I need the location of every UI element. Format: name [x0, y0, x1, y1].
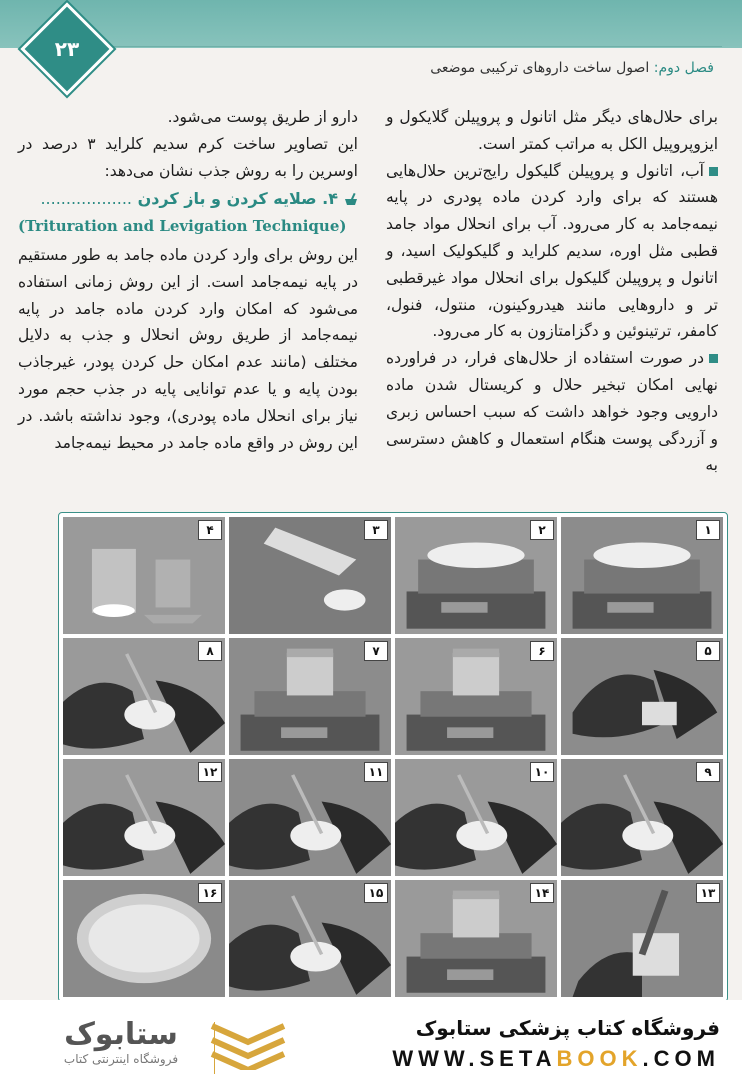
header-band: [0, 0, 742, 48]
paragraph: این روش برای وارد کردن ماده جامد به طور مستقیم در پایه نیمه‌جامد است. از این روش زمانی استفاده می‌شود که امکان وارد کردن ماده جامد در پایه نیمه‌جامد از طریق روش انحلال و جذب به دلایل مختلف (مانند عدم امکان حل کردن پودر، غیرجاذب بودن پایه و یا عدم توانایی پایه در جذب حجم مورد نیاز برای انحلال ماده پودری)، وجود نداشته باشد. در این روش در واقع ماده جامد در محیط نیمه‌جامد: [18, 245, 358, 452]
photo-number-label: ۹: [696, 762, 720, 782]
logo-brand: ستابوک: [64, 1017, 178, 1052]
mortar-pestle-icon: [344, 193, 358, 207]
page-number: ۲۳: [54, 37, 80, 61]
photo-number-label: ۵: [696, 641, 720, 661]
bullet-square-icon: [709, 167, 718, 176]
photo-number-label: ۱۰: [530, 762, 554, 782]
procedure-photo: [63, 638, 225, 755]
procedure-photo: [229, 880, 391, 997]
procedure-photo: [229, 759, 391, 876]
setabook-logo: [28, 1018, 288, 1076]
photo-number-label: ۲: [530, 520, 554, 540]
procedure-photo: [63, 517, 225, 634]
chapter-title: اصول ساخت داروهای ترکیبی موضعی: [430, 60, 654, 76]
left-column: [18, 104, 358, 456]
logo-tagline: فروشگاه اینترنتی کتاب: [63, 1052, 179, 1066]
photo-number-label: ۳: [364, 520, 388, 540]
procedure-photo: [229, 638, 391, 755]
logo-divider: [214, 1022, 215, 1074]
paragraph: دارو از طریق پوست می‌شود.: [167, 108, 358, 126]
logo-text: [36, 1018, 206, 1066]
procedure-photo: [395, 880, 557, 997]
store-name: فروشگاه کتاب پزشکی ستابوک: [415, 1016, 720, 1040]
paragraph: این تصاویر ساخت کرم سدیم کلراید ۳ درصد در اوسرین را به روش جذب نشان می‌دهد:: [18, 134, 358, 180]
photo-number-label: ۱۳: [696, 883, 720, 903]
photo-number-label: ۱۶: [198, 883, 222, 903]
right-column: [386, 104, 718, 479]
procedure-photo: [561, 759, 723, 876]
photo-number-label: ۱۲: [198, 762, 222, 782]
photo-number-label: ۷: [364, 641, 388, 661]
section-heading-english: (Trituration and Levigation Technique): [18, 217, 347, 236]
photo-number-label: ۶: [530, 641, 554, 661]
procedure-photo: [229, 517, 391, 634]
photo-number-label: ۴: [198, 520, 222, 540]
store-url[interactable]: WWW.SETABOOK.COM: [392, 1046, 720, 1071]
section-heading: ۴. صلایه کردن و باز کردن ..................: [18, 186, 358, 213]
photo-number-label: ۱: [696, 520, 720, 540]
procedure-photo: [395, 517, 557, 634]
header-rule: [40, 46, 722, 47]
photo-number-label: ۱۵: [364, 883, 388, 903]
bullet-square-icon: [709, 354, 718, 363]
photo-number-label: ۸: [198, 641, 222, 661]
procedure-photo-grid: [58, 512, 728, 1000]
chevron-stack-icon: [208, 1020, 288, 1070]
procedure-photo: [63, 880, 225, 997]
footer-banner: [0, 1000, 742, 1080]
chapter-label: فصل دوم:: [653, 60, 714, 76]
paragraph: آب، اتانول و پروپیلن گلیکول رایج‌ترین حلال‌هایی هستند که برای وارد کردن ماده پودری در پایه نیمه‌جامد به کار می‌رود. آب برای انحلال مواد جامد قطبی مثل اوره، سدیم کلراید و گلیکولیک اسید، و اتانول و پروپیلن گلیکول برای انحلال مواد غیرقطبی تر و داروهایی مانند هیدروکینون، منتول، فنول، کامفر، ترتینوئین و دگزامتازون به کار می‌رود.: [386, 161, 718, 341]
procedure-photo: [63, 759, 225, 876]
chapter-header: [430, 60, 714, 76]
photo-number-label: ۱۴: [530, 883, 554, 903]
procedure-photo: [395, 759, 557, 876]
photo-number-label: ۱۱: [364, 762, 388, 782]
procedure-photo: [561, 517, 723, 634]
procedure-photo: [561, 638, 723, 755]
procedure-photo: [395, 638, 557, 755]
procedure-photo: [561, 880, 723, 997]
paragraph: برای حلال‌های دیگر مثل اتانول و پروپیلن گلایکول و ایزوپروپیل الکل به مراتب کمتر است.: [386, 108, 718, 153]
paragraph: در صورت استفاده از حلال‌های فرار، در فراورده نهایی امکان تبخیر حلال و کریستال شدن ماده دارویی وجود خواهد داشت که سبب احساس زبری و آزردگی پوست هنگام استعمال و کاهش دسترسی به: [386, 349, 718, 475]
